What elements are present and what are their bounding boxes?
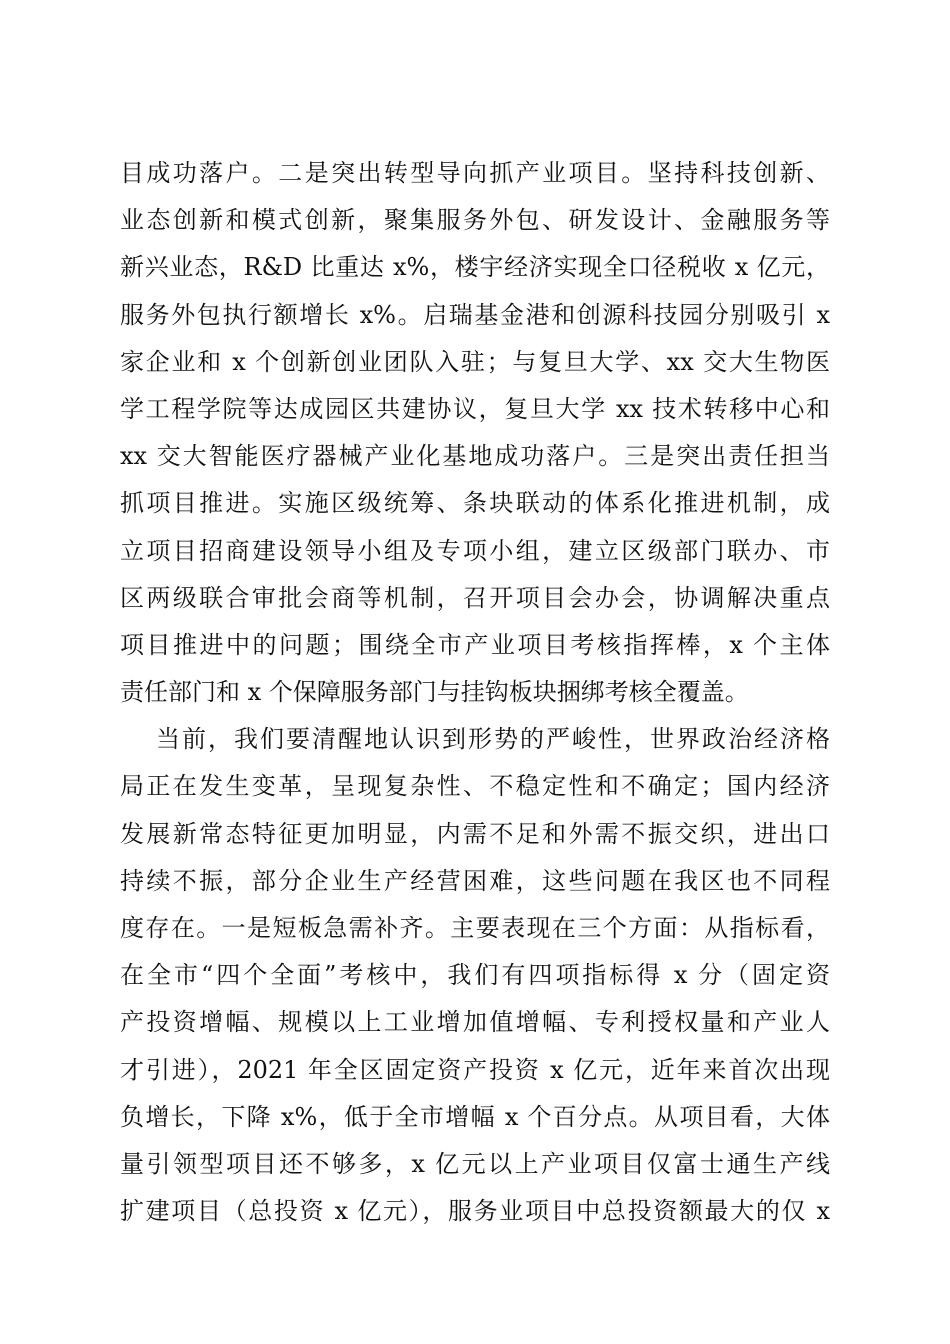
text-line: xx 交大智能医疗器械产业化基地成功落户。三是突出责任担当 (120, 442, 830, 471)
text-line: 学工程学院等达成园区共建协议，复旦大学 xx 技术转移中心和 (120, 394, 830, 423)
text-line: 立项目招商建设领导小组及专项小组，建立区级部门联办、市 (120, 536, 830, 565)
text-line: 在全市“四个全面”考核中，我们有四项指标得 x 分（固定资 (120, 961, 830, 990)
text-line: 才引进），2021 年全区固定资产投资 x 亿元，近年来首次出现 (120, 1055, 830, 1084)
paragraph-2 (120, 716, 830, 1235)
text-line: 区两级联合审批会商等机制，召开项目会办会，协调解决重点 (120, 583, 830, 612)
text-line: 责任部门和 x 个保障服务部门与挂钩板块捆绑考核全覆盖。 (120, 678, 749, 707)
text-line: 抓项目推进。实施区级统筹、条块联动的体系化推进机制，成 (120, 489, 830, 518)
paragraph-1 (120, 150, 830, 716)
text-line: 发展新常态特征更加明显，内需不足和外需不振交织，进出口 (120, 819, 830, 848)
text-line: 新兴业态，R&D 比重达 x%，楼宇经济实现全口径税收 x 亿元， (120, 253, 830, 282)
text-line: 量引领型项目还不够多，x 亿元以上产业项目仅富士通生产线 (120, 1149, 830, 1178)
text-line: 产投资增幅、规模以上工业增加值增幅、专利授权量和产业人 (120, 1008, 830, 1037)
text-line: 扩建项目（总投资 x 亿元），服务业项目中总投资额最大的仅 x (120, 1197, 830, 1226)
text-line: 当前，我们要清醒地认识到形势的严峻性，世界政治经济格 (156, 725, 830, 754)
text-line: 负增长，下降 x%，低于全市增幅 x 个百分点。从项目看，大体 (120, 1102, 830, 1131)
text-line: 家企业和 x 个创新创业团队入驻；与复旦大学、xx 交大生物医 (120, 347, 830, 376)
text-line: 局正在发生变革，呈现复杂性、不稳定性和不确定；国内经济 (120, 772, 830, 801)
text-line: 度存在。一是短板急需补齐。主要表现在三个方面：从指标看， (120, 914, 830, 942)
text-line: 持续不振，部分企业生产经营困难，这些问题在我区也不同程 (120, 866, 830, 895)
text-line: 项目推进中的问题；围绕全市产业项目考核指挥棒，x 个主体 (120, 630, 830, 659)
text-line: 业态创新和模式创新，聚集服务外包、研发设计、金融服务等 (120, 206, 830, 235)
text-line: 服务外包执行额增长 x%。启瑞基金港和创源科技园分别吸引 x (120, 300, 830, 329)
text-line: 目成功落户。二是突出转型导向抓产业项目。坚持科技创新、 (120, 159, 830, 187)
document-body (120, 150, 830, 1235)
